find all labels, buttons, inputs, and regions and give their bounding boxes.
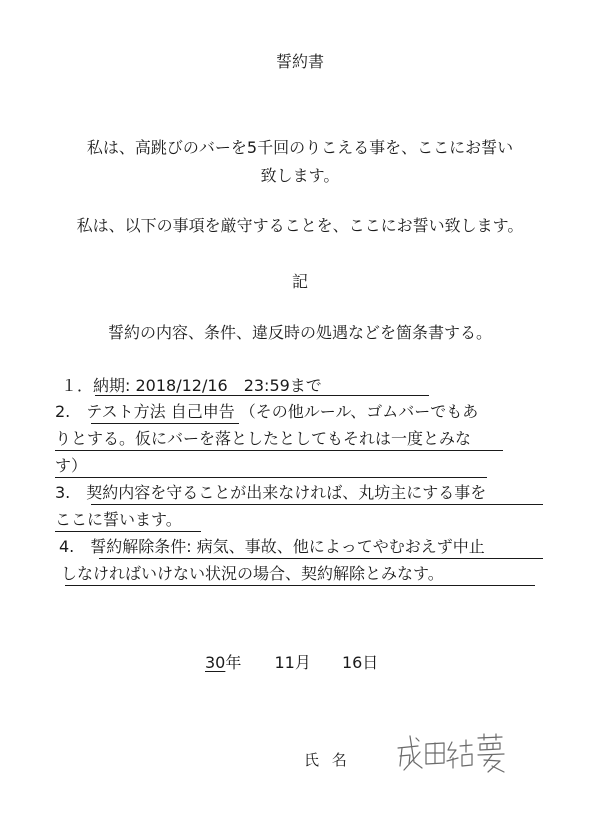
paragraph-oath-line-1: 私は、高跳びのバーを5千回のりこえる事を、ここにお誓い — [86, 138, 514, 157]
date-day: 16 — [341, 653, 363, 672]
list-item-2-line-1: 2. テスト方法 自己申告 （その他ルール、ゴムバーでもあ — [55, 402, 479, 421]
list-item-4-line-2: しなければいけない状況の場合、契約解除とみなす。 — [61, 564, 444, 583]
list-item-2-line-3: す） — [55, 456, 88, 475]
paragraph-compliance: 私は、以下の事項を厳守することを、ここにお誓い致します。 — [76, 216, 524, 235]
paragraph-instructions: 誓約の内容、条件、違反時の処遇などを箇条書する。 — [107, 323, 492, 342]
document-title: 誓約書 — [275, 52, 324, 71]
date-year-suffix: 年 — [225, 653, 242, 672]
underline — [55, 531, 201, 532]
paragraph-oath-main — [0, 134, 600, 190]
underline — [99, 558, 543, 559]
ki-heading: 記 — [291, 272, 308, 291]
list-item-3-line-2: ここに誓います。 — [55, 510, 182, 529]
underline — [55, 477, 487, 478]
paragraph-oath-line-2: 致します。 — [260, 166, 340, 185]
underline — [55, 450, 503, 451]
list-item-1-line-1: １．納期: 2018/12/16 23:59まで — [61, 376, 322, 395]
date-day-suffix: 日 — [362, 653, 379, 672]
name-label: 氏 名 — [304, 751, 351, 769]
list-item-3-line-1: 3. 契約内容を守ることが出来なければ、丸坊主にする事を — [55, 483, 487, 502]
date-row — [205, 650, 378, 673]
underline — [65, 585, 535, 586]
date-month: 11 — [274, 653, 295, 672]
underline — [91, 423, 239, 424]
list-item-2-line-2: りとする。仮にバーを落としたとしてもそれは一度とみな — [55, 429, 472, 448]
handwritten-signature — [392, 728, 512, 778]
date-month-suffix: 月 — [294, 653, 311, 672]
date-year: 30 — [205, 653, 226, 672]
list-item-4-line-1: 4. 誓約解除条件: 病気、事故、他によってやむおえず中止 — [59, 537, 485, 556]
underline — [91, 504, 543, 505]
underline — [95, 395, 429, 396]
